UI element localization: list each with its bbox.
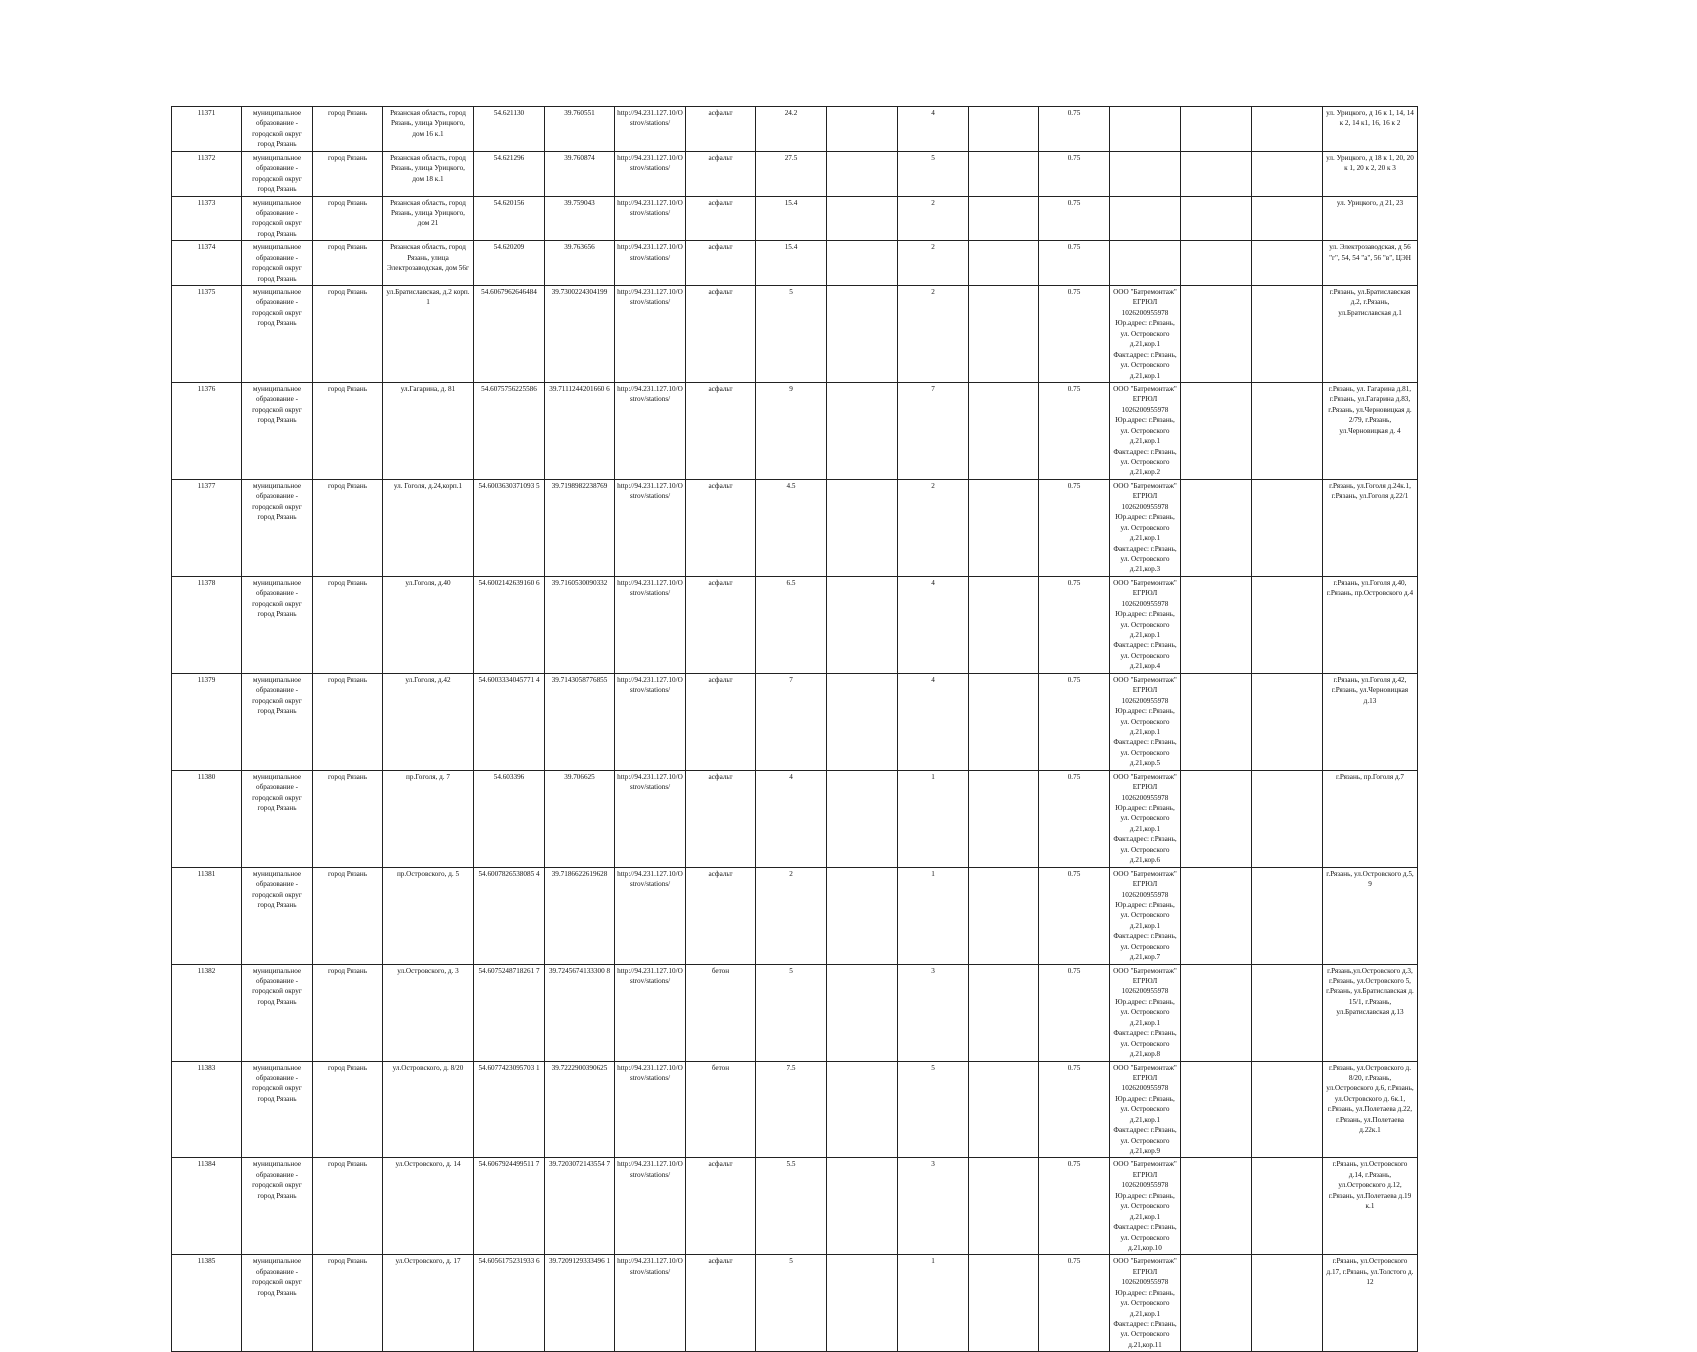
area-cell: 15.4: [756, 241, 827, 286]
served-objects-cell: ул. Электрозаводская, д 56 "г", 54, 54 "а", 56 "в", ЦЭН: [1323, 241, 1418, 286]
container-count-cell: 3: [898, 964, 969, 1061]
surface-cell: асфальт: [686, 867, 756, 964]
latitude-cell: 54.6003630371093 5: [474, 479, 545, 576]
empty-cell: [827, 479, 898, 576]
table-row: [172, 770, 1418, 867]
latitude-cell: 54.6056175231933 6: [474, 1255, 545, 1352]
empty-cell: [969, 867, 1039, 964]
container-count-cell: 5: [898, 1061, 969, 1158]
empty-cell: [827, 964, 898, 1061]
empty-cell: [1252, 673, 1323, 770]
address-cell: Рязанская область, город Рязань, улица Электрозаводская, дом 56г: [383, 241, 474, 286]
address-cell: Рязанская область, город Рязань, улица Урицкого, дом 16 к.1: [383, 107, 474, 152]
served-objects-cell: г.Рязань, ул. Гагарина д.81, г.Рязань, ул.Гагарина д.83, г.Рязань, ул.Черновицкая д. 2/79, г.Рязань, ул.Черновицкая д. 4: [1323, 382, 1418, 479]
municipality-cell: муниципальное образование - городской округ город Рязань: [242, 770, 313, 867]
owner-cell: ООО "Батремонтаж" ЕГРЮЛ 1026200955978 Юр.адрес: г.Рязань, ул. Островского д.21,кор.1 Факт.адрес: г.Рязань, ул. Островского д.21,кор.9: [1110, 1061, 1181, 1158]
longitude-cell: 39.7111244201660 6: [545, 382, 615, 479]
municipality-cell: муниципальное образование - городской округ город Рязань: [242, 479, 313, 576]
container-count-cell: 4: [898, 673, 969, 770]
table-row: [172, 576, 1418, 673]
container-volume-cell: 0.75: [1039, 1061, 1110, 1158]
link-cell: http://94.231.127.10/Ostrov/stations/: [615, 673, 686, 770]
longitude-cell: 39.7160530090332: [545, 576, 615, 673]
empty-cell: [969, 196, 1039, 241]
address-cell: пр.Островского, д. 5: [383, 867, 474, 964]
empty-cell: [969, 151, 1039, 196]
locality-cell: город Рязань: [313, 107, 383, 152]
link-cell: http://94.231.127.10/Ostrov/stations/: [615, 867, 686, 964]
area-cell: 9: [756, 382, 827, 479]
area-cell: 15.4: [756, 196, 827, 241]
locality-cell: город Рязань: [313, 964, 383, 1061]
surface-cell: асфальт: [686, 770, 756, 867]
container-count-cell: 2: [898, 196, 969, 241]
empty-cell: [1252, 479, 1323, 576]
address-cell: ул.Гоголя, д.40: [383, 576, 474, 673]
empty-cell: [827, 382, 898, 479]
locality-cell: город Рязань: [313, 382, 383, 479]
empty-cell: [1181, 1255, 1252, 1352]
container-volume-cell: 0.75: [1039, 964, 1110, 1061]
surface-cell: асфальт: [686, 196, 756, 241]
locality-cell: город Рязань: [313, 673, 383, 770]
surface-cell: асфальт: [686, 479, 756, 576]
empty-cell: [1181, 673, 1252, 770]
table-row: [172, 196, 1418, 241]
empty-cell: [1181, 151, 1252, 196]
empty-cell: [969, 576, 1039, 673]
link-cell: http://94.231.127.10/Ostrov/stations/: [615, 241, 686, 286]
link-cell: http://94.231.127.10/Ostrov/stations/: [615, 286, 686, 383]
link-cell: http://94.231.127.10/Ostrov/stations/: [615, 576, 686, 673]
owner-cell: ООО "Батремонтаж" ЕГРЮЛ 1026200955978 Юр.адрес: г.Рязань, ул. Островского д.21,кор.1 Факт.адрес: г.Рязань, ул. Островского д.21,кор.6: [1110, 770, 1181, 867]
served-objects-cell: г.Рязань,ул.Островского д.3, г.Рязань, ул.Островского 5, г.Рязань, ул.Братиславская д. 15/1, г.Рязань, ул.Братиславская д.13: [1323, 964, 1418, 1061]
container-count-cell: 5: [898, 151, 969, 196]
longitude-cell: 39.7209129333496 1: [545, 1255, 615, 1352]
empty-cell: [1252, 196, 1323, 241]
empty-cell: [827, 286, 898, 383]
locality-cell: город Рязань: [313, 151, 383, 196]
link-cell: http://94.231.127.10/Ostrov/stations/: [615, 964, 686, 1061]
row-number: 11381: [172, 867, 242, 964]
empty-cell: [1252, 576, 1323, 673]
latitude-cell: 54.6077423095703 1: [474, 1061, 545, 1158]
area-cell: 27.5: [756, 151, 827, 196]
empty-cell: [1252, 151, 1323, 196]
owner-cell: [1110, 107, 1181, 152]
address-cell: Рязанская область, город Рязань, улица Урицкого, дом 18 к.1: [383, 151, 474, 196]
empty-cell: [827, 576, 898, 673]
owner-cell: [1110, 196, 1181, 241]
row-number: 11379: [172, 673, 242, 770]
owner-cell: ООО "Батремонтаж" ЕГРЮЛ 1026200955978 Юр.адрес: г.Рязань, ул. Островского д.21,кор.1 Факт.адрес: г.Рязань, ул. Островского д.21,кор.1: [1110, 286, 1181, 383]
container-volume-cell: 0.75: [1039, 286, 1110, 383]
owner-cell: [1110, 151, 1181, 196]
container-volume-cell: 0.75: [1039, 1158, 1110, 1255]
latitude-cell: 54.6067962646484: [474, 286, 545, 383]
served-objects-cell: г.Рязань, ул.Гоголя д.24к.1, г.Рязань, ул.Гоголя д.22/1: [1323, 479, 1418, 576]
surface-cell: асфальт: [686, 576, 756, 673]
row-number: 11372: [172, 151, 242, 196]
municipality-cell: муниципальное образование - городской округ город Рязань: [242, 151, 313, 196]
locality-cell: город Рязань: [313, 1158, 383, 1255]
empty-cell: [827, 1158, 898, 1255]
container-count-cell: 4: [898, 107, 969, 152]
table-row: [172, 479, 1418, 576]
row-number: 11380: [172, 770, 242, 867]
row-number: 11385: [172, 1255, 242, 1352]
empty-cell: [827, 151, 898, 196]
locality-cell: город Рязань: [313, 1061, 383, 1158]
served-objects-cell: г.Рязань, ул.Островского д.14, г.Рязань, ул.Островского д.12, г.Рязань, ул.Полетаева д.19 к.1: [1323, 1158, 1418, 1255]
owner-cell: ООО "Батремонтаж" ЕГРЮЛ 1026200955978 Юр.адрес: г.Рязань, ул. Островского д.21,кор.1 Факт.адрес: г.Рязань, ул. Островского д.21,кор.8: [1110, 964, 1181, 1061]
empty-cell: [827, 241, 898, 286]
container-volume-cell: 0.75: [1039, 241, 1110, 286]
table-row: [172, 1255, 1418, 1352]
surface-cell: асфальт: [686, 241, 756, 286]
container-volume-cell: 0.75: [1039, 770, 1110, 867]
area-cell: 5: [756, 286, 827, 383]
address-cell: Рязанская область, город Рязань, улица Урицкого, дом 21: [383, 196, 474, 241]
empty-cell: [1181, 576, 1252, 673]
empty-cell: [969, 286, 1039, 383]
area-cell: 2: [756, 867, 827, 964]
longitude-cell: 39.7186622619628: [545, 867, 615, 964]
empty-cell: [1181, 241, 1252, 286]
longitude-cell: 39.7198982238769: [545, 479, 615, 576]
municipality-cell: муниципальное образование - городской округ город Рязань: [242, 576, 313, 673]
row-number: 11383: [172, 1061, 242, 1158]
longitude-cell: 39.7203072143554 7: [545, 1158, 615, 1255]
served-objects-cell: г.Рязань, ул.Островского д. 8/20, г.Рязань, ул.Островского д.6, г.Рязань, ул.Островского д. 6к.1, г.Рязань, ул.Полетаева д.22, г.Рязань, ул.Полетаева д.22к.1: [1323, 1061, 1418, 1158]
link-cell: http://94.231.127.10/Ostrov/stations/: [615, 107, 686, 152]
row-number: 11382: [172, 964, 242, 1061]
registry-table: [171, 106, 1418, 1352]
area-cell: 5: [756, 964, 827, 1061]
row-number: 11371: [172, 107, 242, 152]
surface-cell: асфальт: [686, 1255, 756, 1352]
area-cell: 6.5: [756, 576, 827, 673]
locality-cell: город Рязань: [313, 241, 383, 286]
row-number: 11375: [172, 286, 242, 383]
container-count-cell: 3: [898, 1158, 969, 1255]
served-objects-cell: г.Рязань, ул.Братиславская д.2, г.Рязань, ул.Братиславская д.1: [1323, 286, 1418, 383]
longitude-cell: 39.760874: [545, 151, 615, 196]
empty-cell: [1181, 196, 1252, 241]
latitude-cell: 54.6075756225586: [474, 382, 545, 479]
area-cell: 24.2: [756, 107, 827, 152]
longitude-cell: 39.7222900390625: [545, 1061, 615, 1158]
table-row: [172, 964, 1418, 1061]
latitude-cell: 54.621296: [474, 151, 545, 196]
latitude-cell: 54.620156: [474, 196, 545, 241]
longitude-cell: 39.7245674133300 8: [545, 964, 615, 1061]
owner-cell: ООО "Батремонтаж" ЕГРЮЛ 1026200955978 Юр.адрес: г.Рязань, ул. Островского д.21,кор.1 Факт.адрес: г.Рязань, ул. Островского д.21,кор.3: [1110, 479, 1181, 576]
owner-cell: [1110, 241, 1181, 286]
container-count-cell: 7: [898, 382, 969, 479]
table-row: [172, 867, 1418, 964]
latitude-cell: 54.621130: [474, 107, 545, 152]
area-cell: 5: [756, 1255, 827, 1352]
row-number: 11374: [172, 241, 242, 286]
link-cell: http://94.231.127.10/Ostrov/stations/: [615, 1255, 686, 1352]
empty-cell: [1181, 1158, 1252, 1255]
empty-cell: [1181, 770, 1252, 867]
empty-cell: [969, 1061, 1039, 1158]
served-objects-cell: ул. Урицкого, д 18 к 1, 20, 20 к 1, 20 к 2, 20 к 3: [1323, 151, 1418, 196]
empty-cell: [1252, 241, 1323, 286]
latitude-cell: 54.603396: [474, 770, 545, 867]
row-number: 11377: [172, 479, 242, 576]
municipality-cell: муниципальное образование - городской округ город Рязань: [242, 1061, 313, 1158]
empty-cell: [969, 479, 1039, 576]
table-row: [172, 1158, 1418, 1255]
empty-cell: [1181, 1061, 1252, 1158]
area-cell: 7.5: [756, 1061, 827, 1158]
municipality-cell: муниципальное образование - городской округ город Рязань: [242, 673, 313, 770]
empty-cell: [1252, 1158, 1323, 1255]
registry-table-body: [172, 107, 1418, 1352]
container-volume-cell: 0.75: [1039, 673, 1110, 770]
empty-cell: [1252, 107, 1323, 152]
municipality-cell: муниципальное образование - городской округ город Рязань: [242, 382, 313, 479]
latitude-cell: 54.6007826538085 4: [474, 867, 545, 964]
area-cell: 4: [756, 770, 827, 867]
link-cell: http://94.231.127.10/Ostrov/stations/: [615, 479, 686, 576]
locality-cell: город Рязань: [313, 1255, 383, 1352]
empty-cell: [827, 1255, 898, 1352]
empty-cell: [827, 867, 898, 964]
address-cell: ул.Островского, д. 17: [383, 1255, 474, 1352]
empty-cell: [1252, 770, 1323, 867]
container-count-cell: 1: [898, 770, 969, 867]
row-number: 11373: [172, 196, 242, 241]
empty-cell: [1181, 286, 1252, 383]
empty-cell: [827, 673, 898, 770]
empty-cell: [969, 1255, 1039, 1352]
surface-cell: асфальт: [686, 286, 756, 383]
table-row: [172, 673, 1418, 770]
owner-cell: ООО "Батремонтаж" ЕГРЮЛ 1026200955978 Юр.адрес: г.Рязань, ул. Островского д.21,кор.1 Факт.адрес: г.Рязань, ул. Островского д.21,кор.11: [1110, 1255, 1181, 1352]
longitude-cell: 39.7143058776855: [545, 673, 615, 770]
empty-cell: [1181, 964, 1252, 1061]
locality-cell: город Рязань: [313, 867, 383, 964]
longitude-cell: 39.760551: [545, 107, 615, 152]
table-row: [172, 1061, 1418, 1158]
container-volume-cell: 0.75: [1039, 196, 1110, 241]
served-objects-cell: ул. Урицкого, д 21, 23: [1323, 196, 1418, 241]
empty-cell: [969, 770, 1039, 867]
locality-cell: город Рязань: [313, 286, 383, 383]
container-volume-cell: 0.75: [1039, 107, 1110, 152]
municipality-cell: муниципальное образование - городской округ город Рязань: [242, 286, 313, 383]
locality-cell: город Рязань: [313, 576, 383, 673]
container-count-cell: 2: [898, 286, 969, 383]
empty-cell: [969, 673, 1039, 770]
municipality-cell: муниципальное образование - городской округ город Рязань: [242, 867, 313, 964]
address-cell: пр.Гоголя, д. 7: [383, 770, 474, 867]
address-cell: ул.Островского, д. 3: [383, 964, 474, 1061]
municipality-cell: муниципальное образование - городской округ город Рязань: [242, 107, 313, 152]
served-objects-cell: г.Рязань, ул.Гоголя д.42, г.Рязань, ул.Черновицкая д.13: [1323, 673, 1418, 770]
served-objects-cell: г.Рязань, ул.Островского д.5, 9: [1323, 867, 1418, 964]
address-cell: ул.Островского, д. 14: [383, 1158, 474, 1255]
surface-cell: асфальт: [686, 382, 756, 479]
owner-cell: ООО "Батремонтаж" ЕГРЮЛ 1026200955978 Юр.адрес: г.Рязань, ул. Островского д.21,кор.1 Факт.адрес: г.Рязань, ул. Островского д.21,кор.10: [1110, 1158, 1181, 1255]
area-cell: 5.5: [756, 1158, 827, 1255]
container-count-cell: 1: [898, 867, 969, 964]
address-cell: ул.Гагарина, д. 81: [383, 382, 474, 479]
empty-cell: [1181, 479, 1252, 576]
address-cell: ул. Гоголя, д.24,корп.1: [383, 479, 474, 576]
municipality-cell: муниципальное образование - городской округ город Рязань: [242, 1255, 313, 1352]
table-row: [172, 151, 1418, 196]
latitude-cell: 54.620209: [474, 241, 545, 286]
area-cell: 7: [756, 673, 827, 770]
table-row: [172, 382, 1418, 479]
municipality-cell: муниципальное образование - городской округ город Рязань: [242, 241, 313, 286]
empty-cell: [1252, 1061, 1323, 1158]
surface-cell: асфальт: [686, 107, 756, 152]
address-cell: ул.Гоголя, д.42: [383, 673, 474, 770]
surface-cell: бетон: [686, 964, 756, 1061]
row-number: 11378: [172, 576, 242, 673]
longitude-cell: 39.759043: [545, 196, 615, 241]
empty-cell: [1252, 286, 1323, 383]
container-volume-cell: 0.75: [1039, 576, 1110, 673]
empty-cell: [969, 1158, 1039, 1255]
surface-cell: бетон: [686, 1061, 756, 1158]
locality-cell: город Рязань: [313, 770, 383, 867]
container-count-cell: 1: [898, 1255, 969, 1352]
empty-cell: [969, 107, 1039, 152]
table-row: [172, 107, 1418, 152]
surface-cell: асфальт: [686, 1158, 756, 1255]
latitude-cell: 54.6067924499511 7: [474, 1158, 545, 1255]
empty-cell: [1252, 964, 1323, 1061]
served-objects-cell: г.Рязань, пр.Гоголя д.7: [1323, 770, 1418, 867]
empty-cell: [1181, 382, 1252, 479]
container-count-cell: 2: [898, 479, 969, 576]
link-cell: http://94.231.127.10/Ostrov/stations/: [615, 770, 686, 867]
municipality-cell: муниципальное образование - городской округ город Рязань: [242, 1158, 313, 1255]
longitude-cell: 39.706625: [545, 770, 615, 867]
empty-cell: [827, 196, 898, 241]
empty-cell: [1252, 867, 1323, 964]
empty-cell: [969, 382, 1039, 479]
owner-cell: ООО "Батремонтаж" ЕГРЮЛ 1026200955978 Юр.адрес: г.Рязань, ул. Островского д.21,кор.1 Факт.адрес: г.Рязань, ул. Островского д.21,кор.4: [1110, 576, 1181, 673]
empty-cell: [827, 770, 898, 867]
table-row: [172, 286, 1418, 383]
link-cell: http://94.231.127.10/Ostrov/stations/: [615, 151, 686, 196]
link-cell: http://94.231.127.10/Ostrov/stations/: [615, 1061, 686, 1158]
municipality-cell: муниципальное образование - городской округ город Рязань: [242, 196, 313, 241]
municipality-cell: муниципальное образование - городской округ город Рязань: [242, 964, 313, 1061]
table-row: [172, 241, 1418, 286]
container-volume-cell: 0.75: [1039, 867, 1110, 964]
container-volume-cell: 0.75: [1039, 479, 1110, 576]
link-cell: http://94.231.127.10/Ostrov/stations/: [615, 196, 686, 241]
empty-cell: [1181, 107, 1252, 152]
empty-cell: [969, 964, 1039, 1061]
row-number: 11376: [172, 382, 242, 479]
empty-cell: [1252, 1255, 1323, 1352]
owner-cell: ООО "Батремонтаж" ЕГРЮЛ 1026200955978 Юр.адрес: г.Рязань, ул. Островского д.21,кор.1 Факт.адрес: г.Рязань, ул. Островского д.21,кор.7: [1110, 867, 1181, 964]
locality-cell: город Рязань: [313, 479, 383, 576]
served-objects-cell: г.Рязань, ул.Островского д.17, г.Рязань, ул.Толстого д. 12: [1323, 1255, 1418, 1352]
served-objects-cell: ул. Урицкого, д 16 к 1, 14, 14 к 2, 14 к1, 16, 16 к 2: [1323, 107, 1418, 152]
address-cell: ул.Братиславская, д.2 корп. 1: [383, 286, 474, 383]
longitude-cell: 39.763656: [545, 241, 615, 286]
row-number: 11384: [172, 1158, 242, 1255]
empty-cell: [1181, 867, 1252, 964]
latitude-cell: 54.6075248718261 7: [474, 964, 545, 1061]
latitude-cell: 54.6003334045771 4: [474, 673, 545, 770]
container-count-cell: 2: [898, 241, 969, 286]
container-volume-cell: 0.75: [1039, 382, 1110, 479]
empty-cell: [827, 1061, 898, 1158]
owner-cell: ООО "Батремонтаж" ЕГРЮЛ 1026200955978 Юр.адрес: г.Рязань, ул. Островского д.21,кор.1 Факт.адрес: г.Рязань, ул. Островского д.21,кор.5: [1110, 673, 1181, 770]
area-cell: 4.5: [756, 479, 827, 576]
address-cell: ул.Островского, д. 8/20: [383, 1061, 474, 1158]
container-volume-cell: 0.75: [1039, 151, 1110, 196]
empty-cell: [969, 241, 1039, 286]
container-volume-cell: 0.75: [1039, 1255, 1110, 1352]
empty-cell: [1252, 382, 1323, 479]
container-count-cell: 4: [898, 576, 969, 673]
empty-cell: [827, 107, 898, 152]
surface-cell: асфальт: [686, 673, 756, 770]
link-cell: http://94.231.127.10/Ostrov/stations/: [615, 1158, 686, 1255]
served-objects-cell: г.Рязань, ул.Гоголя д.40, г.Рязань, пр.Островского д.4: [1323, 576, 1418, 673]
latitude-cell: 54.6002142639160 6: [474, 576, 545, 673]
surface-cell: асфальт: [686, 151, 756, 196]
link-cell: http://94.231.127.10/Ostrov/stations/: [615, 382, 686, 479]
longitude-cell: 39.7300224304199: [545, 286, 615, 383]
owner-cell: ООО "Батремонтаж" ЕГРЮЛ 1026200955978 Юр.адрес: г.Рязань, ул. Островского д.21,кор.1 Факт.адрес: г.Рязань, ул. Островского д.21,кор.2: [1110, 382, 1181, 479]
locality-cell: город Рязань: [313, 196, 383, 241]
